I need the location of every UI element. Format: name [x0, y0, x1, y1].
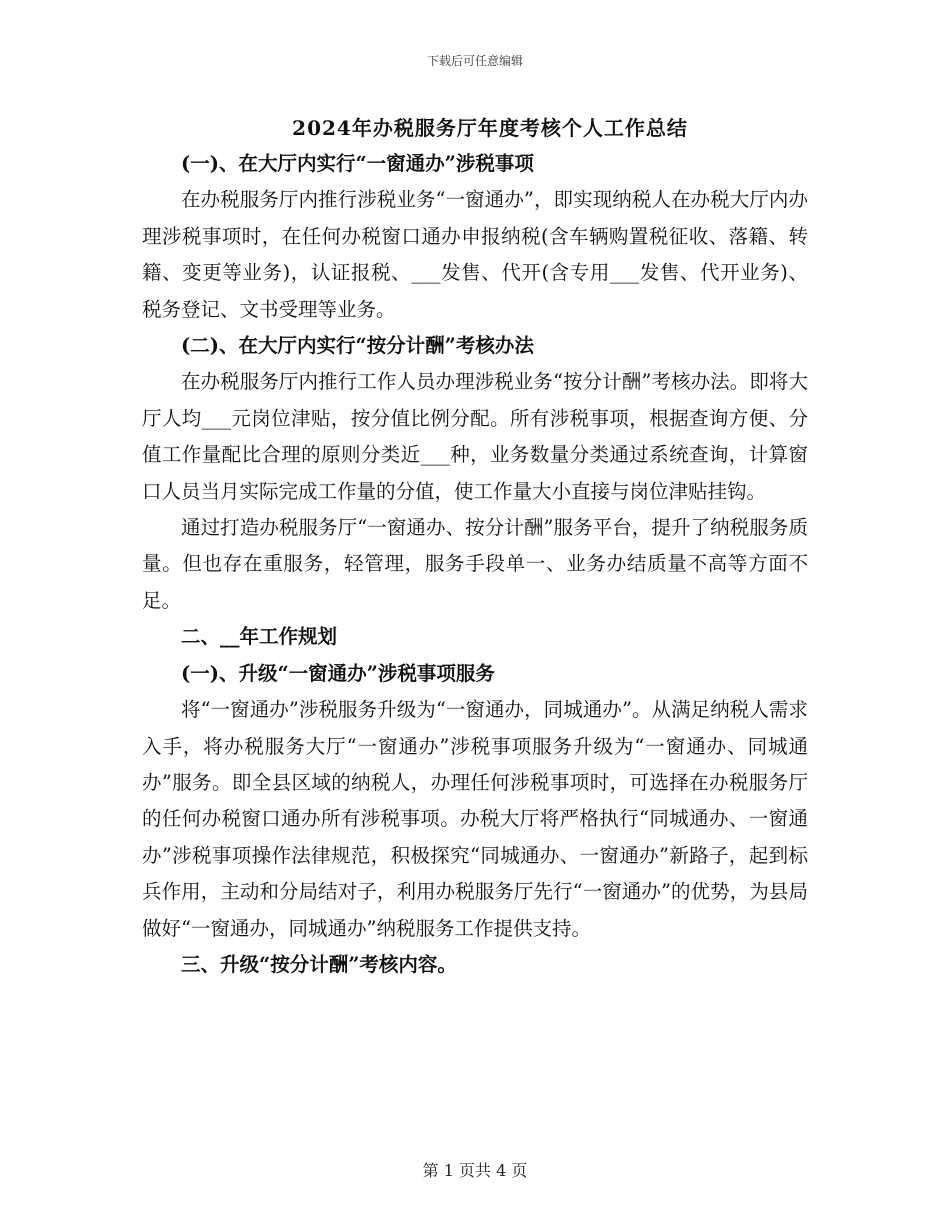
section-heading-4: (一)、升级“一窗通办”涉税事项服务 [181, 661, 495, 685]
paragraph-4: 将“一窗通办”涉税服务升级为“一窗通办，同城通办”。从满足纳税人需求入手，将办税服务大厅“一窗通办”涉税事项服务升级为“一窗通办、同城通办”服务。即全县区域的纳税人，办理任何涉税事项时，可选择在办税服务厅的任何办税窗口通办所有涉税事项。办税大厅将严格执行“同城通办、一窗通办”涉税事项操作法律规范，积极探究“同城通办、一窗通办”新路子，起到标兵作用，主动和分局结对子，利用办税服务厅先行“一窗通办”的优势，为县局做好“一窗通办，同城通办”纳税服务工作提供支持。 [142, 698, 808, 940]
document-title: 2024年办税服务厅年度考核个人工作总结 [292, 116, 688, 140]
document-body [142, 146, 808, 983]
section-heading-5: 三、升级“按分计酬”考核内容。 [181, 952, 457, 976]
page-number-footer: 第 1 页共 4 页 [422, 1161, 528, 1180]
paragraph-3: 通过打造办税服务厅“一窗通办、按分计酬”服务平台，提升了纳税服务质量。但也存在重服务，轻管理，服务手段单一、业务办结质量不高等方面不足。 [142, 516, 808, 612]
paragraph-1: 在办税服务厅内推行涉税业务“一窗通办”，即实现纳税人在办税大厅内办理涉税事项时，在任何办税窗口通办申报纳税(含车辆购置税征收、落籍、转籍、变更等业务)，认证报税、___发售、代开(含专用___发售、代开业务)、税务登记、文书受理等业务。 [142, 188, 808, 321]
section-heading-3: 二、__年工作规划 [181, 625, 338, 649]
page-header-note: 下载后可任意编辑 [426, 54, 523, 68]
section-heading-2: (二)、在大厅内实行“按分计酬”考核办法 [181, 334, 534, 358]
paragraph-2: 在办税服务厅内推行工作人员办理涉税业务“按分计酬”考核办法。即将大厅人均___元岗位津贴，按分值比例分配。所有涉税事项，根据查询方便、分值工作量配比合理的原则分类近___种，业务数量分类通过系统查询，计算窗口人员当月实际完成工作量的分值，使工作量大小直接与岗位津贴挂钩。 [142, 370, 808, 503]
section-heading-1: (一)、在大厅内实行“一窗通办”涉税事项 [181, 152, 534, 175]
